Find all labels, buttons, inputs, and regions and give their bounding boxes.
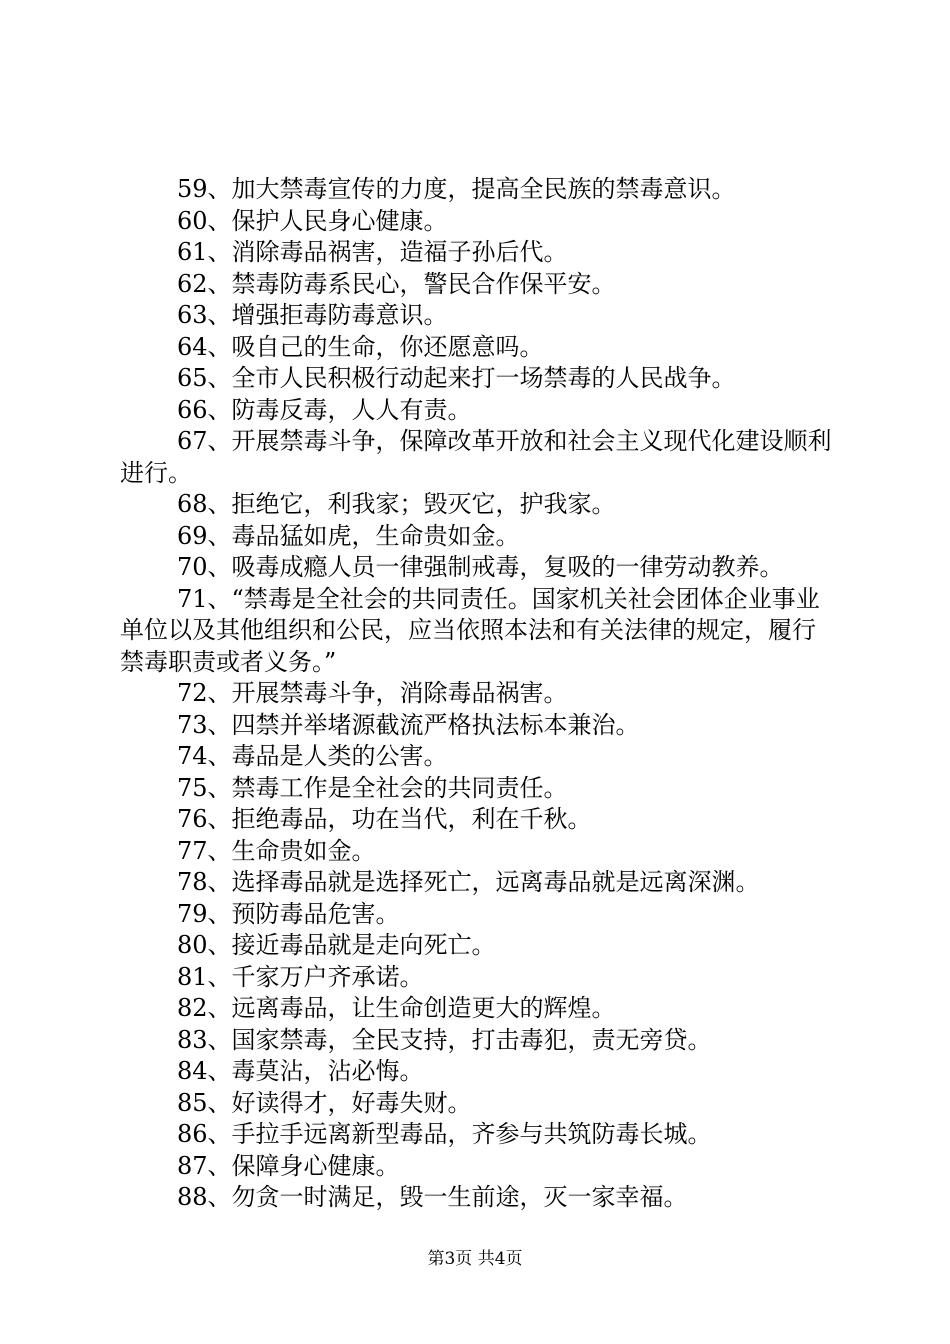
- list-item: 73、四禁并举堵源截流严格执法标本兼治。: [177, 710, 640, 739]
- list-item: 59、加大禁毒宣传的力度，提高全民族的禁毒意识。: [177, 175, 736, 203]
- list-item: 76、拒绝毒品，功在当代，利在千秋。: [177, 805, 592, 833]
- list-item: 70、吸毒成瘾人员一律强制戒毒，复吸的一律劳动教养。: [177, 553, 784, 581]
- list-item: 69、毒品猛如虎，生命贵如金。: [177, 521, 520, 550]
- list-item: 67、开展禁毒斗争，保障改革开放和社会主义现代化建设顺利进行。: [120, 427, 832, 487]
- list-item: 88、勿贪一时满足，毁一生前途，灭一家幸福。: [177, 1183, 688, 1211]
- list-item: 78、选择毒品就是选择死亡，远离毒品就是远离深渊。: [177, 868, 760, 896]
- list-item: 82、远离毒品，让生命创造更大的辉煌。: [177, 994, 616, 1022]
- list-item: 81、千家万户齐承诺。: [177, 962, 424, 991]
- list-item: 68、拒绝它，利我家；毁灭它，护我家。: [177, 490, 616, 518]
- list-item: 85、好读得才，好毒失财。: [177, 1088, 472, 1117]
- page-number-footer: 第3页 共4页: [427, 1249, 523, 1269]
- list-item: 62、禁毒防毒系民心，警民合作保平安。: [177, 269, 616, 298]
- list-item: 65、全市人民积极行动起来打一场禁毒的人民战争。: [177, 364, 736, 392]
- list-item: 61、消除毒品祸害，造福子孙后代。: [177, 238, 568, 266]
- list-item: 87、保障身心健康。: [177, 1151, 400, 1180]
- list-item: 63、增强拒毒防毒意识。: [177, 301, 448, 329]
- list-item: 60、保护人民身心健康。: [177, 206, 448, 235]
- list-item: 75、禁毒工作是全社会的共同责任。: [177, 773, 568, 802]
- list-item: 84、毒莫沾，沾必悔。: [177, 1057, 424, 1085]
- list-item: 66、防毒反毒，人人有责。: [177, 395, 472, 424]
- list-item: 64、吸自己的生命，你还愿意吗。: [177, 332, 544, 361]
- list-item: 83、国家禁毒，全民支持，打击毒犯，责无旁贷。: [177, 1025, 712, 1054]
- list-item: 86、手拉手远离新型毒品，齐参与共筑防毒长城。: [177, 1120, 712, 1148]
- list-item: 74、毒品是人类的公害。: [177, 742, 448, 770]
- list-item: 71、“禁毒是全社会的共同责任。国家机关社会团体企业事业单位以及其他组织和公民，应当依照本法和有关法律的规定，履行禁毒职责或者义务。”: [120, 584, 820, 676]
- slogan-list: [120, 174, 832, 1214]
- list-item: 79、预防毒品危害。: [177, 899, 400, 928]
- list-item: 72、开展禁毒斗争，消除毒品祸害。: [177, 679, 568, 707]
- list-item: 77、生命贵如金。: [177, 836, 376, 865]
- list-item: 80、接近毒品就是走向死亡。: [177, 931, 496, 959]
